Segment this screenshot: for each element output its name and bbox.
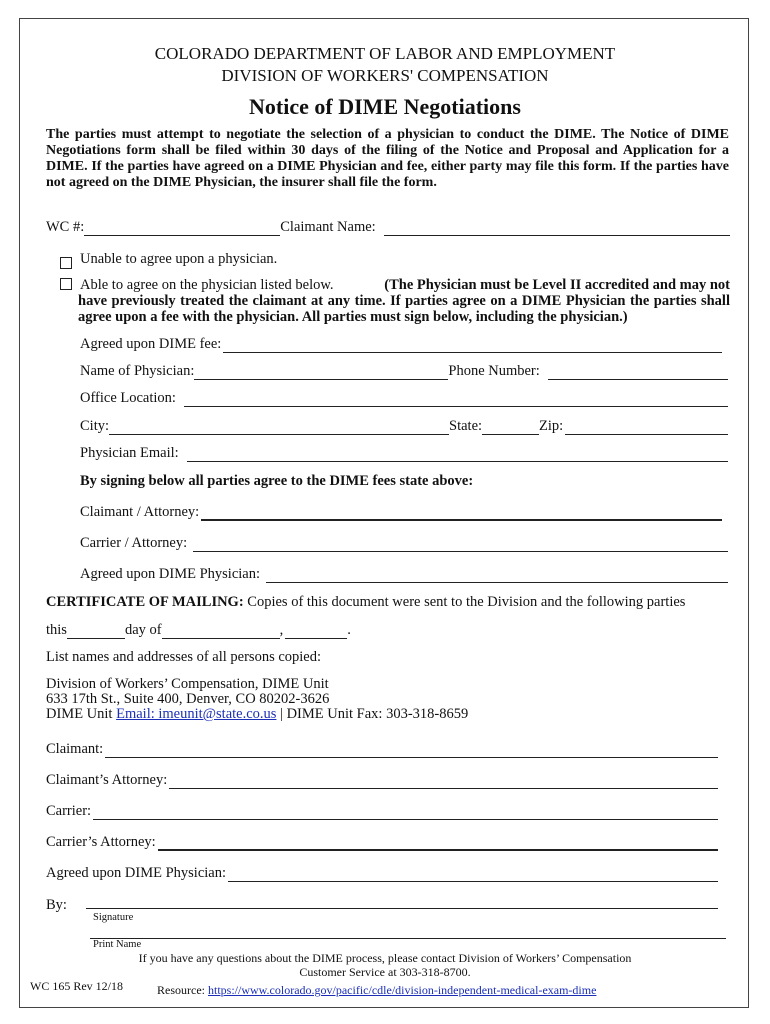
by-label: By:	[46, 897, 67, 913]
state-field[interactable]	[482, 420, 539, 435]
questions-line-2: Customer Service at 303-318-8700.	[299, 965, 471, 979]
copy-carrier-attorney-field[interactable]	[158, 835, 718, 851]
unable-checkbox[interactable]	[60, 257, 72, 269]
copy-physician-row	[46, 864, 718, 882]
copy-physician-field[interactable]	[228, 867, 718, 882]
state-label: State:	[449, 418, 483, 434]
copy-physician-label: Agreed upon DIME Physician:	[46, 865, 227, 881]
date-period: .	[347, 622, 351, 638]
able-option	[60, 277, 730, 325]
copy-claimant-attorney-field[interactable]	[169, 774, 718, 789]
copy-carrier-label: Carrier:	[46, 803, 92, 819]
email-link[interactable]: Email: imeunit@state.co.us	[116, 706, 277, 722]
email-row	[80, 444, 728, 462]
copy-carrier-attorney-label: Carrier’s Attorney:	[46, 834, 156, 850]
claimant-attorney-signature-field[interactable]	[201, 505, 722, 521]
copy-claimant-label: Claimant:	[46, 741, 104, 757]
physician-sign-row	[80, 565, 728, 583]
print-name-line[interactable]	[90, 938, 726, 939]
phone-field[interactable]	[548, 365, 728, 380]
certificate-heading: CERTIFICATE OF MAILING:	[46, 594, 244, 610]
copy-carrier-field[interactable]	[93, 805, 718, 820]
zip-field[interactable]	[565, 420, 728, 435]
carrier-attorney-sign-row	[80, 534, 728, 552]
able-note-first: (The Physician must be Level II accredited and may not	[384, 277, 730, 293]
division-contact	[46, 707, 468, 722]
claimant-attorney-label: Claimant / Attorney:	[80, 504, 200, 520]
wc-number-field[interactable]	[84, 221, 280, 236]
date-comma: ,	[279, 622, 284, 638]
wc-claimant-row	[46, 218, 730, 236]
able-label: Able to agree on the physician listed below.	[80, 277, 334, 293]
list-label: List names and addresses of all persons copied:	[46, 649, 322, 665]
fee-field[interactable]	[223, 338, 722, 353]
day-field[interactable]	[67, 624, 125, 639]
resource-label: Resource:	[157, 983, 205, 997]
form-number: WC 165 Rev 12/18	[30, 979, 123, 993]
email-label: Physician Email:	[80, 445, 179, 461]
claimant-name-label: Claimant Name:	[280, 219, 376, 235]
year-field[interactable]	[285, 624, 347, 639]
carrier-attorney-label: Carrier / Attorney:	[80, 535, 188, 551]
month-field[interactable]	[162, 624, 280, 639]
agency-name: COLORADO DEPARTMENT OF LABOR AND EMPLOYMENT	[154, 44, 616, 63]
city-state-zip-row	[80, 417, 728, 435]
claimant-attorney-sign-row	[80, 503, 722, 521]
day-of-label: day of	[124, 622, 162, 638]
division-name: DIVISION OF WORKERS' COMPENSATION	[221, 66, 549, 85]
intro-paragraph: The parties must attempt to negotiate the selection of a physician to conduct the DIME. The Notice of DIME Negotiations form shall be filed within 30 days of the filing of the Notice and Proposal and Application for a DIME. If the parties have agreed on a DIME Physician and fee, either party may file this form. If the parties have not agreed on the DIME Physician, the insurer shall file the form.	[46, 127, 729, 190]
wc-label: WC #:	[46, 219, 85, 235]
fee-label: Agreed upon DIME fee:	[80, 336, 222, 352]
claimant-name-field[interactable]	[384, 221, 730, 236]
signature-caption: Signature	[93, 912, 134, 923]
resource-link[interactable]: https://www.colorado.gov/pacific/cdle/division-independent-medical-exam-dime	[207, 983, 597, 997]
date-row	[46, 621, 351, 639]
copy-claimant-field[interactable]	[105, 743, 718, 758]
city-label: City:	[80, 418, 110, 434]
dime-fax: | DIME Unit Fax: 303-318-8659	[280, 706, 469, 722]
office-label: Office Location:	[80, 390, 176, 406]
questions-line-1: If you have any questions about the DIME process, please contact Division of Workers’ Compensation	[138, 951, 632, 965]
able-note-rest: have previously treated the claimant at any time. If parties agree on a DIME Physician the parties shall agree upon a fee with the physician. All parties must sign below, including the physician.)	[78, 293, 730, 325]
print-name-caption: Print Name	[93, 939, 142, 950]
unable-option	[60, 250, 277, 268]
able-checkbox[interactable]	[60, 278, 72, 290]
fee-row	[80, 335, 722, 353]
office-field[interactable]	[184, 392, 728, 407]
certificate-text: Copies of this document were sent to the Division and the following parties	[247, 594, 686, 610]
division-address-block	[46, 677, 468, 722]
office-row	[80, 389, 728, 407]
carrier-attorney-signature-field[interactable]	[193, 537, 728, 552]
resource-line	[157, 983, 596, 997]
copy-claimant-attorney-row	[46, 771, 718, 789]
physician-name-field[interactable]	[194, 365, 448, 380]
zip-label: Zip:	[539, 418, 564, 434]
division-street: 633 17th St., Suite 400, Denver, CO 80202-3626	[46, 691, 330, 707]
city-field[interactable]	[109, 420, 449, 435]
physician-phone-row	[80, 362, 728, 380]
agreed-physician-signature-field[interactable]	[266, 568, 728, 583]
certificate-row	[46, 593, 685, 611]
this-label: this	[46, 622, 67, 638]
agree-statement: By signing below all parties agree to the DIME fees state above:	[80, 473, 474, 489]
physician-email-field[interactable]	[187, 447, 728, 462]
copy-carrier-row	[46, 802, 718, 820]
signature-line[interactable]	[86, 908, 718, 909]
copy-claimant-attorney-label: Claimant’s Attorney:	[46, 772, 168, 788]
division-unit-name: Division of Workers’ Compensation, DIME Unit	[46, 676, 329, 692]
phone-label: Phone Number:	[448, 363, 540, 379]
unable-label: Unable to agree upon a physician.	[80, 251, 278, 267]
agreed-physician-label: Agreed upon DIME Physician:	[80, 566, 261, 582]
copy-carrier-attorney-row	[46, 833, 718, 851]
form-title: Notice of DIME Negotiations	[249, 94, 521, 119]
dime-unit-prefix: DIME Unit	[46, 706, 113, 722]
copy-claimant-row	[46, 740, 718, 758]
physician-name-label: Name of Physician:	[80, 363, 195, 379]
